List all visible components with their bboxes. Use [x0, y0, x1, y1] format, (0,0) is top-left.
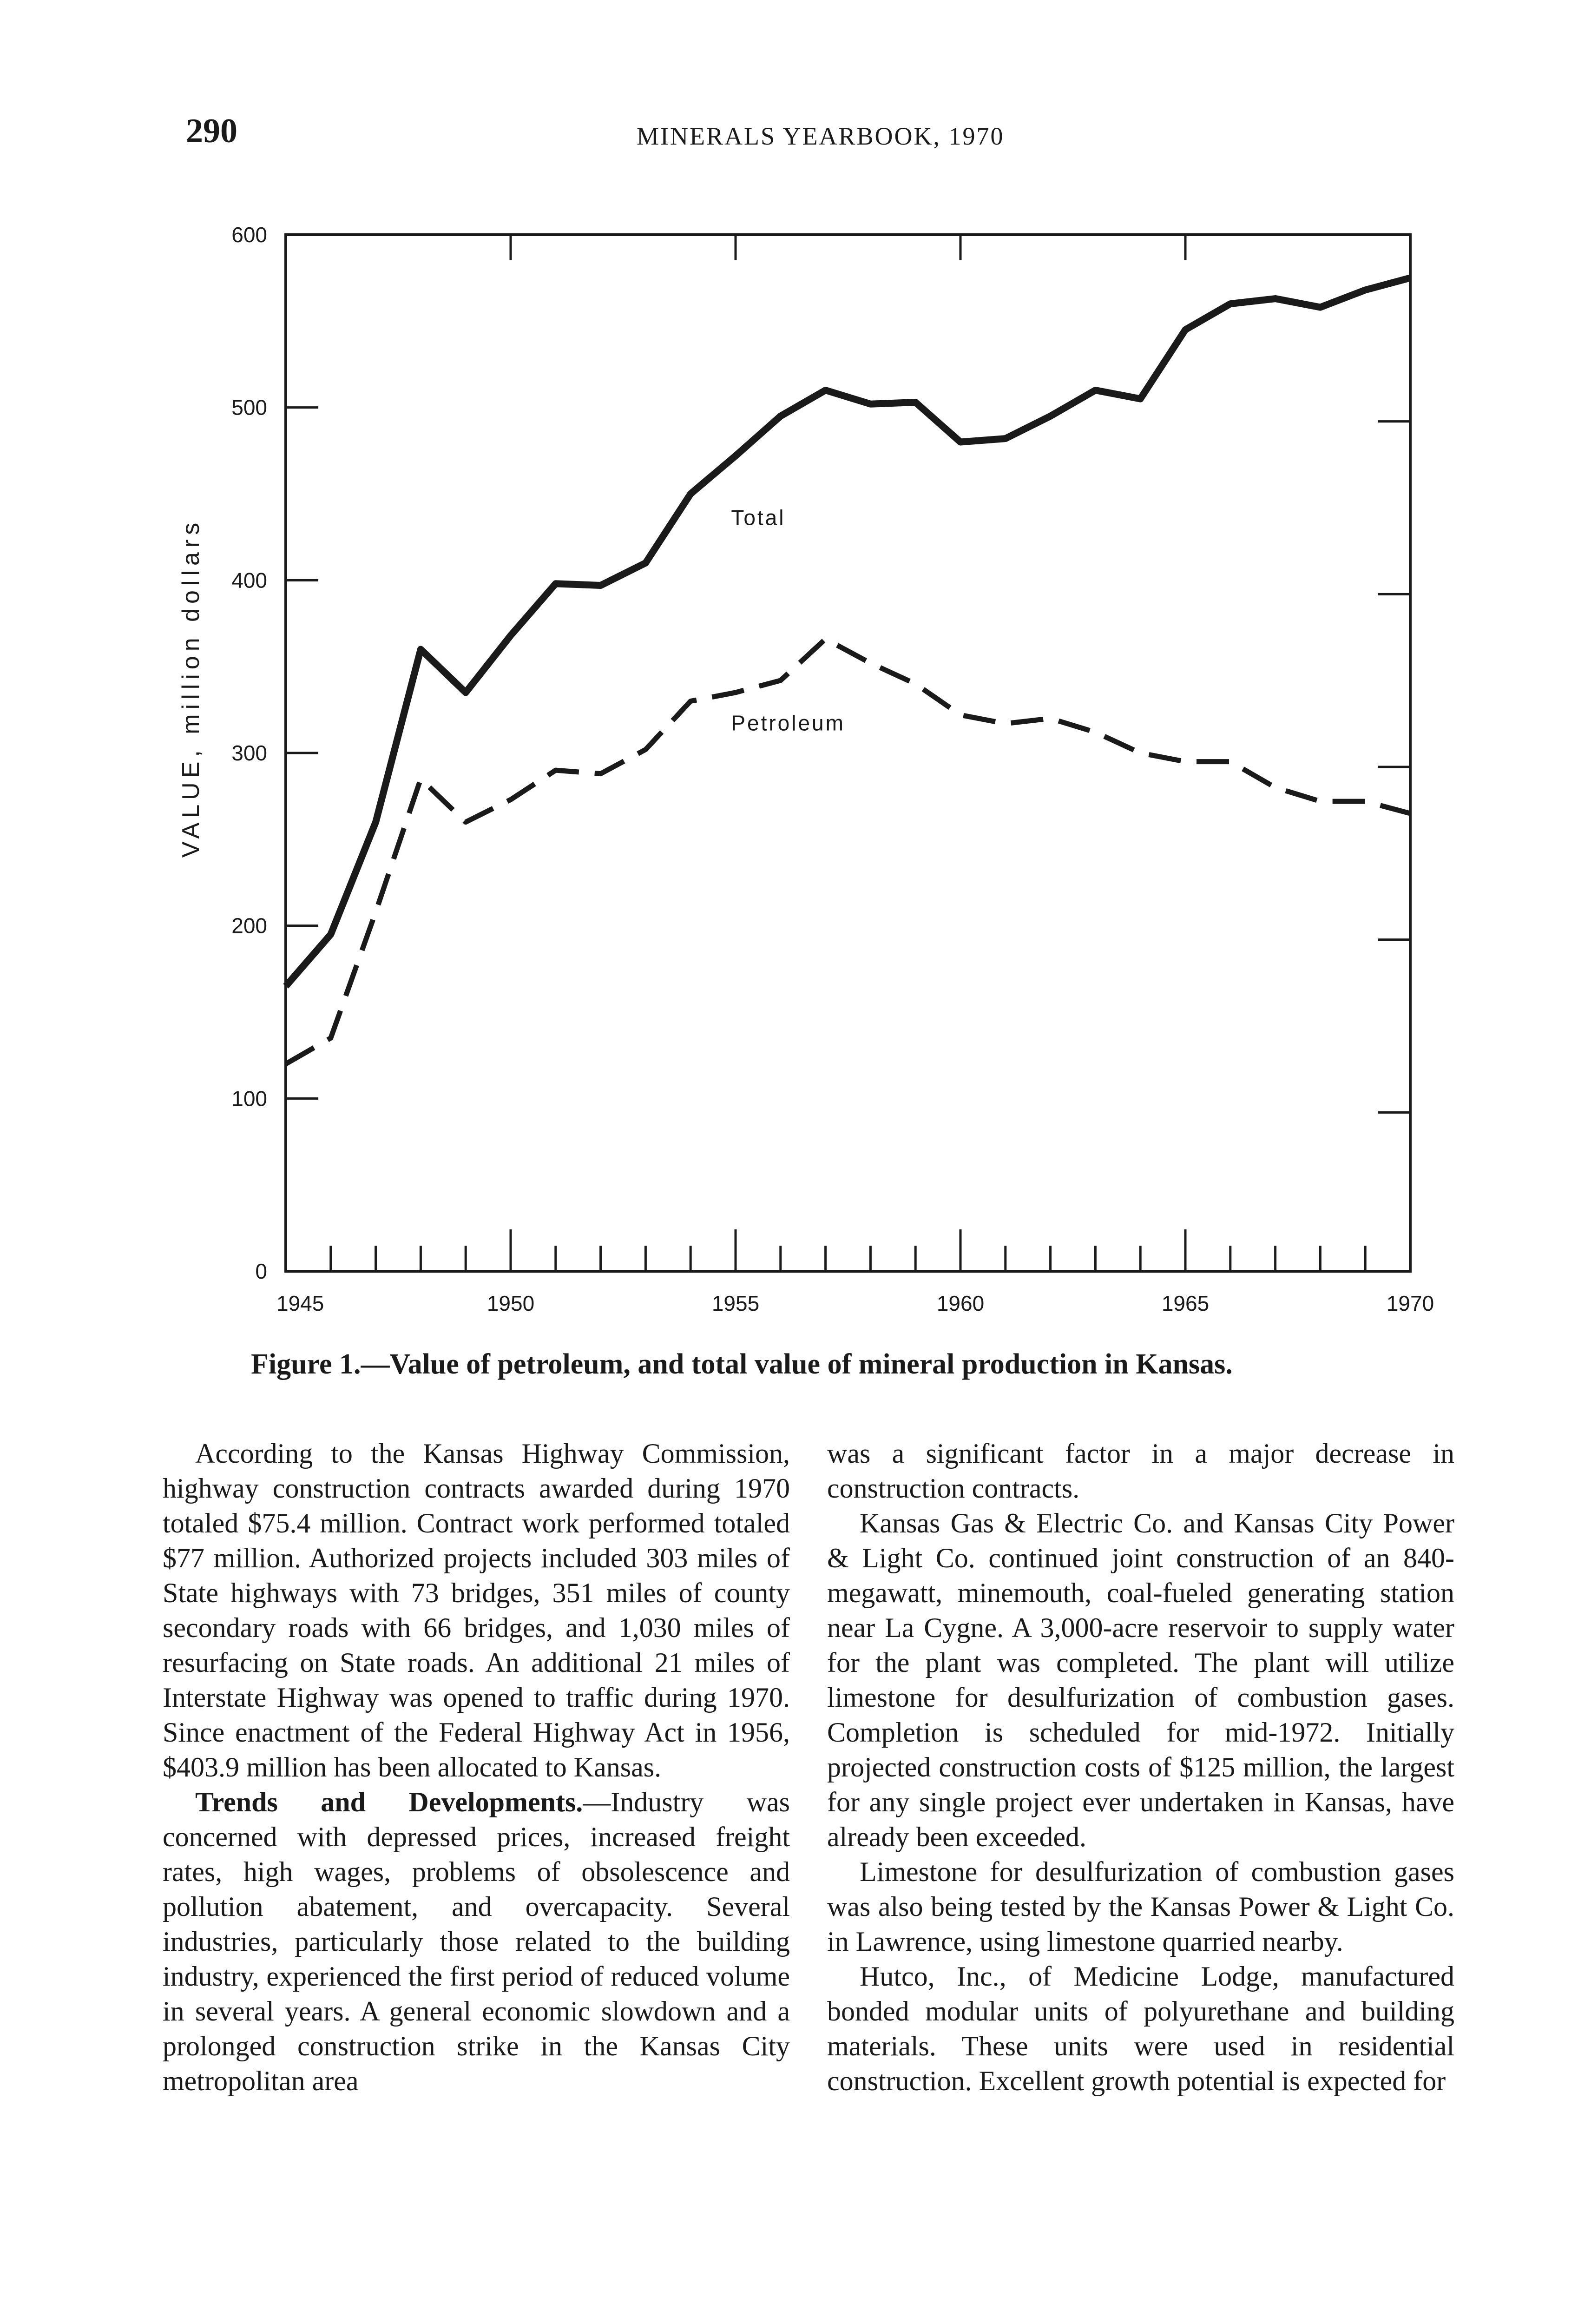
y-tick-label: 0	[255, 1259, 267, 1283]
y-tick-label: 300	[231, 741, 267, 765]
x-tick-label: 1960	[936, 1291, 985, 1315]
y-axis-title: VALUE, million dollars	[178, 518, 204, 858]
x-tick-label: 1970	[1386, 1291, 1434, 1315]
paragraph-text: —Industry was concerned with depressed prices, increased freight rates, high wages, problems of obsolescence and pollution abatement, and overcapacity. Several industries, particularly those related to the building industry, experienced the first period of reduced volume in several years. A general economic slowdown and a prolonged construction strike in the Kansas City metropolitan area	[163, 1787, 790, 2096]
figure-caption: Figure 1.—Value of petroleum, and total value of mineral production in Kansas.	[251, 1348, 1233, 1380]
series-line-total	[286, 278, 1410, 986]
x-tick-label: 1950	[487, 1291, 535, 1315]
paragraph-continued	[827, 1436, 1454, 1506]
paragraph-text: was a significant factor in a major decrease in construction contracts.	[827, 1438, 1454, 1504]
series-label-total: Total	[731, 505, 786, 530]
x-tick-label: 1965	[1161, 1291, 1210, 1315]
y-tick-label: 200	[231, 913, 267, 938]
paragraph-hutco	[827, 1959, 1454, 2099]
series-label-petroleum: Petroleum	[731, 711, 845, 735]
left-column	[163, 1436, 790, 2099]
paragraph-text: Kansas Gas & Electric Co. and Kansas City Power & Light Co. continued joint construction of an 840-megawatt, minemouth, coal-fueled generating station near La Cygne. A 3,000-acre reservoir to supply water for the plant was completed. The plant will utilize limestone for desulfurization of combustion gases. Completion is scheduled for mid-1972. Initially projected construction costs of $125 million, the largest for any single project ever undertaken in Kansas, have already been exceeded.	[827, 1508, 1454, 1852]
paragraph-generating-station	[827, 1506, 1454, 1855]
y-tick-label: 600	[231, 223, 267, 247]
right-column	[827, 1436, 1454, 2099]
paragraph-trends	[163, 1785, 790, 2099]
page-number: 290	[186, 112, 237, 150]
running-head: MINERALS YEARBOOK, 1970	[637, 122, 1005, 150]
y-tick-label: 500	[231, 395, 267, 420]
x-tick-label: 1945	[276, 1291, 324, 1315]
paragraph-text: According to the Kansas Highway Commission, highway construction contracts awarded during 1970 totaled $75.4 million. Contract work performed totaled $77 million. Authorized projects included 303 miles of State highways with 73 bridges, 351 miles of county secondary roads with 66 bridges, and 1,030 miles of resurfacing on State roads. An additional 21 miles of Interstate Highway was opened to traffic during 1970. Since enactment of the Federal Highway Act in 1956, $403.9 million has been allocated to Kansas.	[163, 1438, 790, 1783]
x-tick-label: 1955	[711, 1291, 760, 1315]
plot-frame	[286, 235, 1410, 1271]
paragraph-limestone	[827, 1855, 1454, 1959]
series-line-petroleum	[286, 639, 1410, 1064]
y-tick-label: 400	[231, 568, 267, 593]
paragraph-text: Hutco, Inc., of Medicine Lodge, manufactured bonded modular units of polyurethane and building materials. These units were used in residential construction. Excellent growth potential is expected for	[827, 1961, 1454, 2096]
paragraph-highway	[163, 1436, 790, 1785]
run-in-heading: Trends and Developments.	[195, 1787, 583, 1817]
y-tick-label: 100	[231, 1086, 267, 1111]
paragraph-text: Limestone for desulfurization of combustion gases was also being tested by the Kansas Power & Light Co. in Lawrence, using limestone quarried nearby.	[827, 1856, 1454, 1957]
